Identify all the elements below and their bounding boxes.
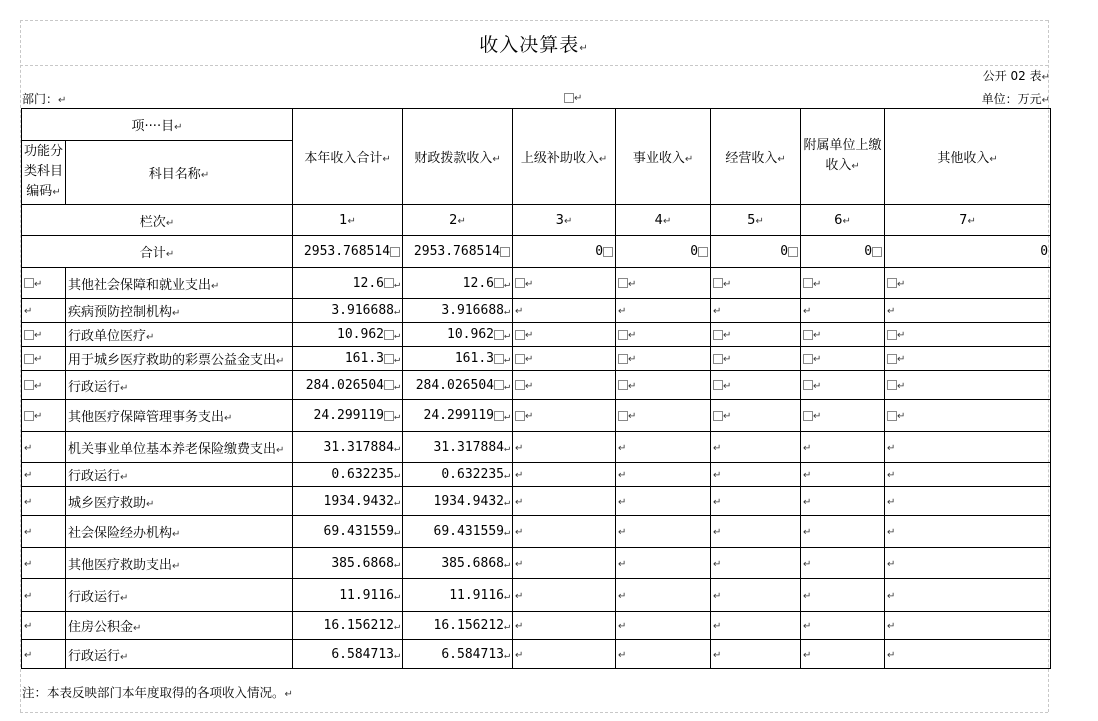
row-empty-cell: ↵ [801,612,885,640]
item-group-header: 项····目↵ [22,109,293,141]
table-row [22,323,1051,347]
row-code-cell: ↵ [22,640,66,669]
row-value-cell: 0.632235↵ [403,463,513,487]
row-empty-cell: ↵ [513,323,616,347]
row-empty-cell: ↵ [616,612,711,640]
row-name-cell: 其他社会保障和就业支出↵ [66,268,293,299]
row-code-cell: ↵ [22,548,66,579]
row-code-cell: ↵ [22,432,66,463]
row-value-cell: 16.156212↵ [293,612,403,640]
row-empty-cell: ↵ [616,371,711,400]
row-empty-cell: ↵ [711,400,801,432]
row-code-cell: ↵ [22,463,66,487]
table-row [22,640,1051,669]
unit-label: 单位：万元↵ [981,92,1050,106]
row-empty-cell: ↵ [513,347,616,371]
table-row [22,612,1051,640]
header-row-1 [22,109,1051,141]
row-empty-cell: ↵ [801,400,885,432]
col-header-2: 财政拨款收入↵ [403,109,513,205]
row-code-cell: ↵ [22,400,66,432]
row-value-cell: 12.6 ↵ [403,268,513,299]
row-value-cell: 0.632235↵ [293,463,403,487]
col-header-1: 本年收入合计↵ [293,109,403,205]
row-value-cell: 161.3 ↵ [293,347,403,371]
total-label: 合计↵ [22,236,293,268]
row-empty-cell: ↵ [513,371,616,400]
lanci-num: 4↵ [616,205,711,236]
row-value-cell: 284.026504 ↵ [293,371,403,400]
row-name-cell: 其他医疗救助支出↵ [66,548,293,579]
row-empty-cell: ↵ [801,463,885,487]
row-value-cell: 16.156212↵ [403,612,513,640]
row-value-cell: 1934.9432↵ [403,487,513,516]
row-value-cell: 3.916688↵ [403,299,513,323]
row-empty-cell: ↵ [513,268,616,299]
row-empty-cell: ↵ [801,579,885,612]
row-empty-cell: ↵ [711,347,801,371]
row-name-cell: 其他医疗保障管理事务支出↵ [66,400,293,432]
row-empty-cell: ↵ [513,548,616,579]
row-empty-cell: ↵ [885,548,1051,579]
col-header-3: 上级补助收入↵ [513,109,616,205]
row-name-cell: 用于城乡医疗救助的彩票公益金支出↵ [66,347,293,371]
row-empty-cell: ↵ [801,516,885,548]
row-empty-cell: ↵ [885,268,1051,299]
total-value: 0 [616,236,711,268]
row-empty-cell: ↵ [801,640,885,669]
name-header: 科目名称↵ [66,141,293,205]
income-table [21,108,1051,669]
lanci-label: 栏次↵ [22,205,293,236]
table-number: 公开 02 表↵ [982,69,1050,83]
row-value-cell: 11.9116↵ [293,579,403,612]
row-empty-cell: ↵ [616,487,711,516]
row-code-cell: ↵ [22,323,66,347]
row-value-cell: 3.916688↵ [293,299,403,323]
row-empty-cell: ↵ [711,323,801,347]
row-value-cell: 12.6 ↵ [293,268,403,299]
lanci-num: 5↵ [711,205,801,236]
row-code-cell: ↵ [22,579,66,612]
row-empty-cell: ↵ [885,612,1051,640]
row-value-cell: 10.962 ↵ [293,323,403,347]
center-placeholder: ↵ [564,90,582,104]
row-value-cell: 69.431559↵ [293,516,403,548]
table-row [22,299,1051,323]
row-empty-cell: ↵ [513,579,616,612]
row-value-cell: 6.584713↵ [403,640,513,669]
lanci-num: 3↵ [513,205,616,236]
row-empty-cell: ↵ [711,371,801,400]
table-row [22,371,1051,400]
row-empty-cell: ↵ [885,463,1051,487]
row-name-cell: 行政单位医疗↵ [66,323,293,347]
row-empty-cell: ↵ [885,487,1051,516]
row-name-cell: 行政运行↵ [66,463,293,487]
row-empty-cell: ↵ [711,463,801,487]
total-value: 2953.768514 [293,236,403,268]
row-code-cell: ↵ [22,612,66,640]
table-row [22,516,1051,548]
row-name-cell: 疾病预防控制机构↵ [66,299,293,323]
row-empty-cell: ↵ [711,432,801,463]
total-value: 0 [513,236,616,268]
row-code-cell: ↵ [22,299,66,323]
row-empty-cell: ↵ [801,268,885,299]
table-row [22,579,1051,612]
row-empty-cell: ↵ [801,487,885,516]
row-empty-cell: ↵ [513,463,616,487]
total-value: 2953.768514 [403,236,513,268]
row-empty-cell: ↵ [711,268,801,299]
row-empty-cell: ↵ [513,432,616,463]
table-row [22,268,1051,299]
row-name-cell: 行政运行↵ [66,579,293,612]
row-empty-cell: ↵ [711,487,801,516]
row-empty-cell: ↵ [513,612,616,640]
row-empty-cell: ↵ [616,463,711,487]
row-empty-cell: ↵ [885,347,1051,371]
table-row [22,487,1051,516]
row-name-cell: 社会保险经办机构↵ [66,516,293,548]
row-empty-cell: ↵ [711,640,801,669]
row-empty-cell: ↵ [885,640,1051,669]
col-header-7: 其他收入↵ [885,109,1051,205]
row-empty-cell: ↵ [616,347,711,371]
code-header: 功能分类科目编码↵ [22,141,66,205]
row-empty-cell: ↵ [711,548,801,579]
row-empty-cell: ↵ [711,579,801,612]
row-empty-cell: ↵ [885,371,1051,400]
row-empty-cell: ↵ [513,400,616,432]
row-value-cell: 69.431559↵ [403,516,513,548]
page-title: 收入决算表↵ [479,34,589,56]
row-code-cell: ↵ [22,371,66,400]
row-value-cell: 31.317884↵ [403,432,513,463]
row-empty-cell: ↵ [885,400,1051,432]
row-empty-cell: ↵ [801,548,885,579]
row-empty-cell: ↵ [801,323,885,347]
col-header-5: 经营收入↵ [711,109,801,205]
lanci-num: 7↵ [885,205,1051,236]
row-empty-cell: ↵ [711,516,801,548]
row-value-cell: 385.6868↵ [293,548,403,579]
row-value-cell: 11.9116↵ [403,579,513,612]
table-row [22,432,1051,463]
row-empty-cell: ↵ [885,432,1051,463]
row-name-cell: 住房公积金↵ [66,612,293,640]
row-empty-cell: ↵ [616,640,711,669]
table-row [22,400,1051,432]
row-empty-cell: ↵ [711,299,801,323]
table-row [22,463,1051,487]
row-name-cell: 城乡医疗救助↵ [66,487,293,516]
row-empty-cell: ↵ [885,323,1051,347]
lanci-num: 1↵ [293,205,403,236]
row-value-cell: 24.299119 ↵ [403,400,513,432]
row-name-cell: 行政运行↵ [66,640,293,669]
row-value-cell: 161.3 ↵ [403,347,513,371]
row-empty-cell: ↵ [616,268,711,299]
row-value-cell: 284.026504 ↵ [403,371,513,400]
table-row [22,347,1051,371]
row-empty-cell: ↵ [513,299,616,323]
row-empty-cell: ↵ [885,516,1051,548]
row-empty-cell: ↵ [513,640,616,669]
row-empty-cell: ↵ [801,299,885,323]
row-empty-cell: ↵ [801,371,885,400]
row-empty-cell: ↵ [616,548,711,579]
row-code-cell: ↵ [22,487,66,516]
row-empty-cell: ↵ [513,516,616,548]
lanci-num: 6↵ [801,205,885,236]
col-header-6: 附属单位上缴收入↵ [801,109,885,205]
row-value-cell: 10.962 ↵ [403,323,513,347]
footnote: 注：本表反映部门本年度取得的各项收入情况。↵ [22,685,293,700]
department-label: 部门：↵ [22,92,67,106]
row-empty-cell: ↵ [616,299,711,323]
row-empty-cell: ↵ [801,432,885,463]
row-empty-cell: ↵ [801,347,885,371]
guide-line-bottom [20,712,1048,713]
row-empty-cell: ↵ [711,612,801,640]
lanci-num: 2↵ [403,205,513,236]
total-row [22,236,1051,268]
total-value: 0 [801,236,885,268]
row-empty-cell: ↵ [616,323,711,347]
row-empty-cell: ↵ [513,487,616,516]
row-value-cell: 1934.9432↵ [293,487,403,516]
row-empty-cell: ↵ [616,579,711,612]
row-empty-cell: ↵ [885,299,1051,323]
guide-line-top [20,20,1048,21]
row-code-cell: ↵ [22,347,66,371]
row-name-cell: 行政运行↵ [66,371,293,400]
row-empty-cell: ↵ [885,579,1051,612]
guide-line-mid [20,65,1048,66]
row-value-cell: 31.317884↵ [293,432,403,463]
row-code-cell: ↵ [22,516,66,548]
row-code-cell: ↵ [22,268,66,299]
row-value-cell: 6.584713↵ [293,640,403,669]
row-value-cell: 24.299119 ↵ [293,400,403,432]
total-value: 0 [711,236,801,268]
table-row [22,548,1051,579]
row-empty-cell: ↵ [616,400,711,432]
row-name-cell: 机关事业单位基本养老保险缴费支出↵ [66,432,293,463]
row-empty-cell: ↵ [616,432,711,463]
total-value: 0 [885,236,1051,268]
row-value-cell: 385.6868↵ [403,548,513,579]
lanci-row [22,205,1051,236]
col-header-4: 事业收入↵ [616,109,711,205]
row-empty-cell: ↵ [616,516,711,548]
